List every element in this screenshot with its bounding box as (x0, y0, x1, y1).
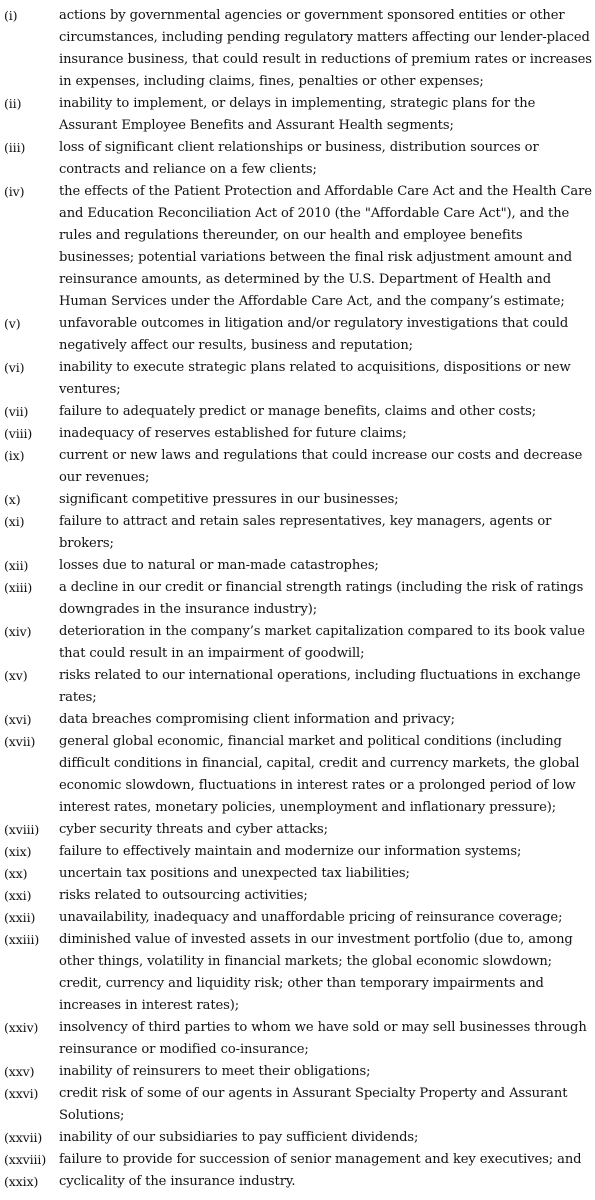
list-item-text: insolvency of third parties to whom we have sold or may sell businesses through reinsurance or modified co-insurance; (59, 1020, 587, 1057)
list-item-number: (xxiv) (4, 1020, 39, 1035)
list-item-text: risks related to outsourcing activities; (59, 888, 308, 903)
list-item-text: failure to attract and retain sales representatives, key managers, agents or brokers; (59, 514, 552, 551)
list-item (4, 423, 593, 445)
list-item-number: (ix) (4, 448, 25, 463)
list-item (4, 357, 593, 401)
list-item (4, 1127, 593, 1149)
list-item (4, 863, 593, 885)
list-item (4, 621, 593, 665)
list-item (4, 907, 593, 929)
list-item-number: (viii) (4, 426, 33, 441)
list-item-text: inability of our subsidiaries to pay sufficient dividends; (59, 1130, 419, 1145)
list-item (4, 555, 593, 577)
list-item (4, 1149, 593, 1171)
list-item-text: inability to implement, or delays in implementing, strategic plans for the Assurant Employee Benefits and Assurant Health segments; (59, 96, 536, 133)
list-item-number: (xxiii) (4, 932, 40, 947)
list-item (4, 577, 593, 621)
list-item-text: inability to execute strategic plans related to acquisitions, dispositions or new ventures; (59, 360, 571, 397)
list-item-number: (iv) (4, 184, 25, 199)
list-item-number: (xii) (4, 558, 29, 573)
list-item-text: general global economic, financial market and political conditions (including difficult conditions in financial, capital, credit and currency markets, the global economic slowdown, fluctuations in interest rates or a prolonged period of low interest rates, monetary policies, unemployment and inflationary pressure); (59, 734, 580, 815)
list-item-text: failure to provide for succession of senior management and key executives; and (59, 1152, 582, 1167)
list-item-text: diminished value of invested assets in our investment portfolio (due to, among other things, volatility in financial markets; the global economic slowdown; credit, currency and liquidity risk; other than temporary impairments and increases in interest rates); (59, 932, 573, 1013)
list-item-text: inability of reinsurers to meet their obligations; (59, 1064, 371, 1079)
list-item (4, 5, 593, 93)
list-item (4, 93, 593, 137)
list-item-text: data breaches compromising client information and privacy; (59, 712, 455, 727)
list-item-text: failure to adequately predict or manage benefits, claims and other costs; (59, 404, 537, 419)
list-item-number: (i) (4, 8, 18, 23)
list-item-number: (xxi) (4, 888, 32, 903)
list-item (4, 1061, 593, 1083)
list-item-number: (xiv) (4, 624, 32, 639)
list-item-text: risks related to our international operations, including fluctuations in exchange rates; (59, 668, 581, 705)
list-item-text: actions by governmental agencies or government sponsored entities or other circumstances, including pending regulatory matters affecting our lender-placed insurance business, that could result in reductions of premium rates or increases in expenses, including claims, fines, penalties or other expenses; (59, 8, 592, 89)
list-item-text: loss of significant client relationships or business, distribution sources or contracts and reliance on a few clients; (59, 140, 539, 177)
list-item-number: (iii) (4, 140, 26, 155)
list-item (4, 445, 593, 489)
list-item-number: (vii) (4, 404, 29, 419)
list-item-number: (xxviii) (4, 1152, 47, 1167)
list-item (4, 841, 593, 863)
list-item-text: cyber security threats and cyber attacks; (59, 822, 328, 837)
list-item-number: (xxvii) (4, 1130, 43, 1145)
list-item (4, 665, 593, 709)
list-item-text: unfavorable outcomes in litigation and/or regulatory investigations that could negatively affect our results, business and reputation; (59, 316, 569, 353)
list-item-text: deterioration in the company’s market capitalization compared to its book value that could result in an impairment of goodwill; (59, 624, 585, 661)
list-item-text: the effects of the Patient Protection and Affordable Care Act and the Health Care and Education Reconciliation Act of 2010 (the "Affordable Care Act"), and the rules and regulations thereunder, on our health and employee benefits businesses; potential variations between the final risk adjustment amount and reinsurance amounts, as determined by the U.S. Department of Health and Human Services under the Affordable Care Act, and the company’s estimate; (59, 184, 592, 309)
list-item (4, 731, 593, 819)
list-item-number: (xx) (4, 866, 28, 881)
list-item (4, 709, 593, 731)
list-item-text: a decline in our credit or financial strength ratings (including the risk of ratings downgrades in the insurance industry); (59, 580, 584, 617)
list-item (4, 1171, 593, 1193)
list-item-text: significant competitive pressures in our businesses; (59, 492, 399, 507)
list-item-number: (xv) (4, 668, 28, 683)
list-item-number: (vi) (4, 360, 25, 375)
list-item-number: (xxvi) (4, 1086, 39, 1101)
list-item-text: cyclicality of the insurance industry. (59, 1174, 296, 1189)
list-item (4, 489, 593, 511)
list-item-text: failure to effectively maintain and modernize our information systems; (59, 844, 522, 859)
list-item-number: (xviii) (4, 822, 40, 837)
list-item-text: credit risk of some of our agents in Assurant Specialty Property and Assurant Solutions; (59, 1086, 568, 1123)
list-item-text: inadequacy of reserves established for future claims; (59, 426, 407, 441)
list-item-number: (xvi) (4, 712, 32, 727)
list-item-number: (v) (4, 316, 21, 331)
list-item-number: (xiii) (4, 580, 33, 595)
list-item (4, 1083, 593, 1127)
list-item-number: (xxix) (4, 1174, 39, 1189)
list-item-number: (ii) (4, 96, 22, 111)
list-item-text: uncertain tax positions and unexpected tax liabilities; (59, 866, 410, 881)
list-item-number: (xi) (4, 514, 25, 529)
list-item (4, 181, 593, 313)
list-item-number: (xxv) (4, 1064, 35, 1079)
list-item (4, 401, 593, 423)
list-item-text: current or new laws and regulations that could increase our costs and decrease our revenues; (59, 448, 583, 485)
list-item-number: (xix) (4, 844, 32, 859)
list-item (4, 137, 593, 181)
list-item (4, 511, 593, 555)
list-item-number: (xxii) (4, 910, 36, 925)
list-item (4, 313, 593, 357)
list-item-number: (xvii) (4, 734, 36, 749)
list-item (4, 819, 593, 841)
list-item (4, 885, 593, 907)
list-item-number: (x) (4, 492, 21, 507)
list-item-text: losses due to natural or man-made catastrophes; (59, 558, 379, 573)
list-item (4, 929, 593, 1017)
list-item-text: unavailability, inadequacy and unaffordable pricing of reinsurance coverage; (59, 910, 563, 925)
list-item (4, 1017, 593, 1061)
